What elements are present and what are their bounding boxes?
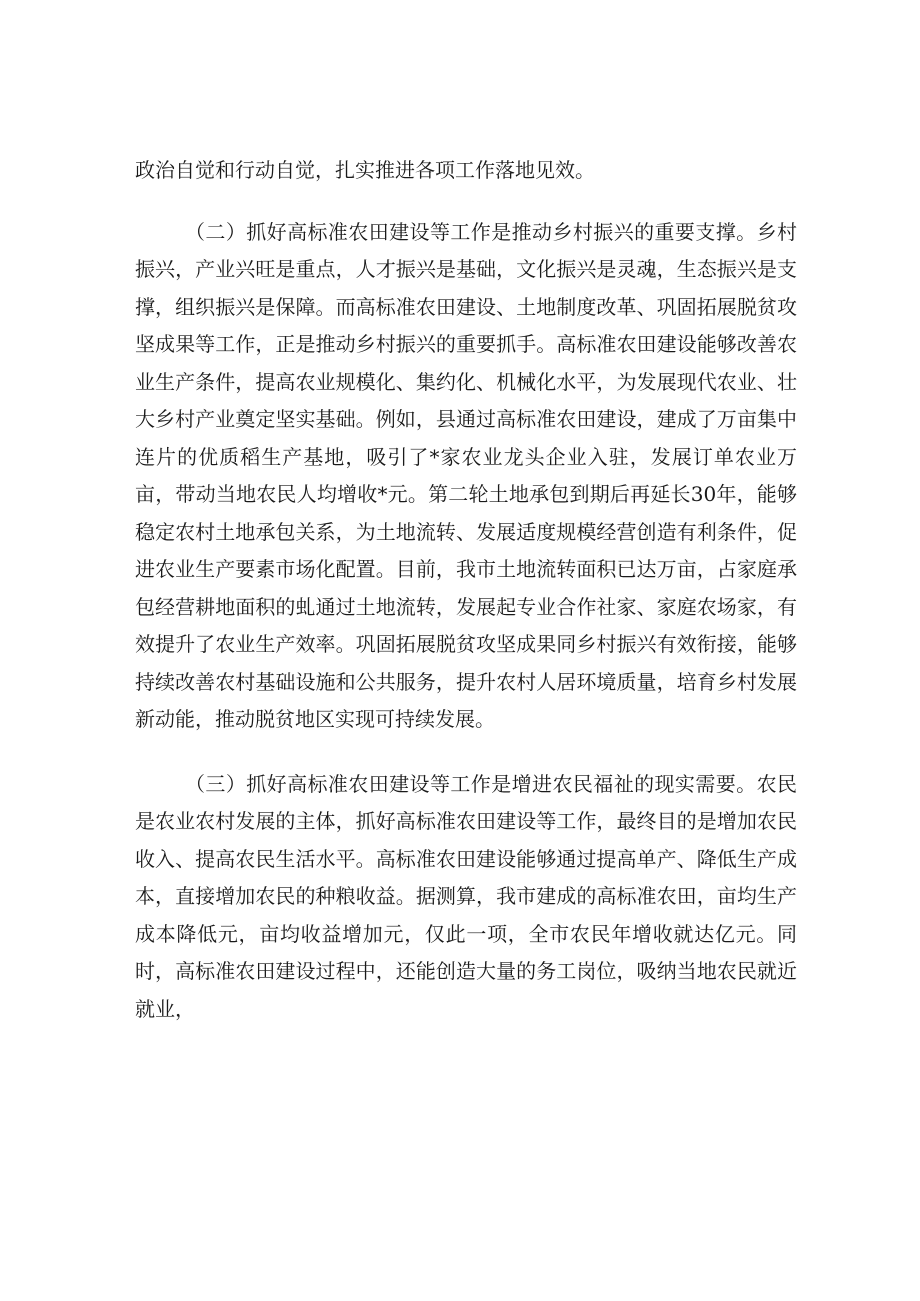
paragraph-continuation: 政治自觉和行动自觉，扎实推进各项工作落地见效。 xyxy=(135,158,595,182)
paragraph-section-three: （三）抓好高标准农田建设等工作是增进农民福祉的现实需要。农民是农业农村发展的主体，抓好高标准农田建设等工作，最终目的是增加农民收入、提高农民生活水平。高标准农田建设能够通过提高单产、降低生产成本，直接增加农民的种粮收益。据测算，我市建成的高标准农田，亩均生产成本降低元，亩均收益增加元，仅此一项，全市农民年增收就达亿元。同时，高标准农田建设过程中，还能创造大量的务工岗位，吸纳当地农民就近就业， xyxy=(135,771,797,1021)
paragraph-section-two: （二）抓好高标准农田建设等工作是推动乡村振兴的重要支撑。乡村振兴，产业兴旺是重点，人才振兴是基础，文化振兴是灵魂，生态振兴是支撑，组织振兴是保障。而高标准农田建设、土地制度改革、巩固拓展脱贫攻坚成果等工作，正是推动乡村振兴的重要抓手。高标准农田建设能够改善农业生产条件，提高农业规模化、集约化、机械化水平，为发展现代农业、壮大乡村产业奠定坚实基础。例如，县通过高标准农田建设，建成了万亩集中连片的优质稻生产基地，吸引了*家农业龙头企业入驻，发展订单农业万亩，带动当地农民人均增收*元。第二轮土地承包到期后再延长30年，能够稳定农村土地承包关系，为土地流转、发展适度规模经营创造有利条件，促进农业生产要素市场化配置。目前，我市土地流转面积已达万亩，占家庭承包经营耕地面积的虬通过土地流转，发展起专业合作社家、家庭农场家，有效提升了农业生产效率。巩固拓展脱贫攻坚成果同乡村振兴有效衔接，能够持续改善农村基础设施和公共服务，提升农村人居环境质量，培育乡村发展新动能，推动脱贫地区实现可持续发展。 xyxy=(135,219,797,731)
document-body xyxy=(135,152,797,1028)
